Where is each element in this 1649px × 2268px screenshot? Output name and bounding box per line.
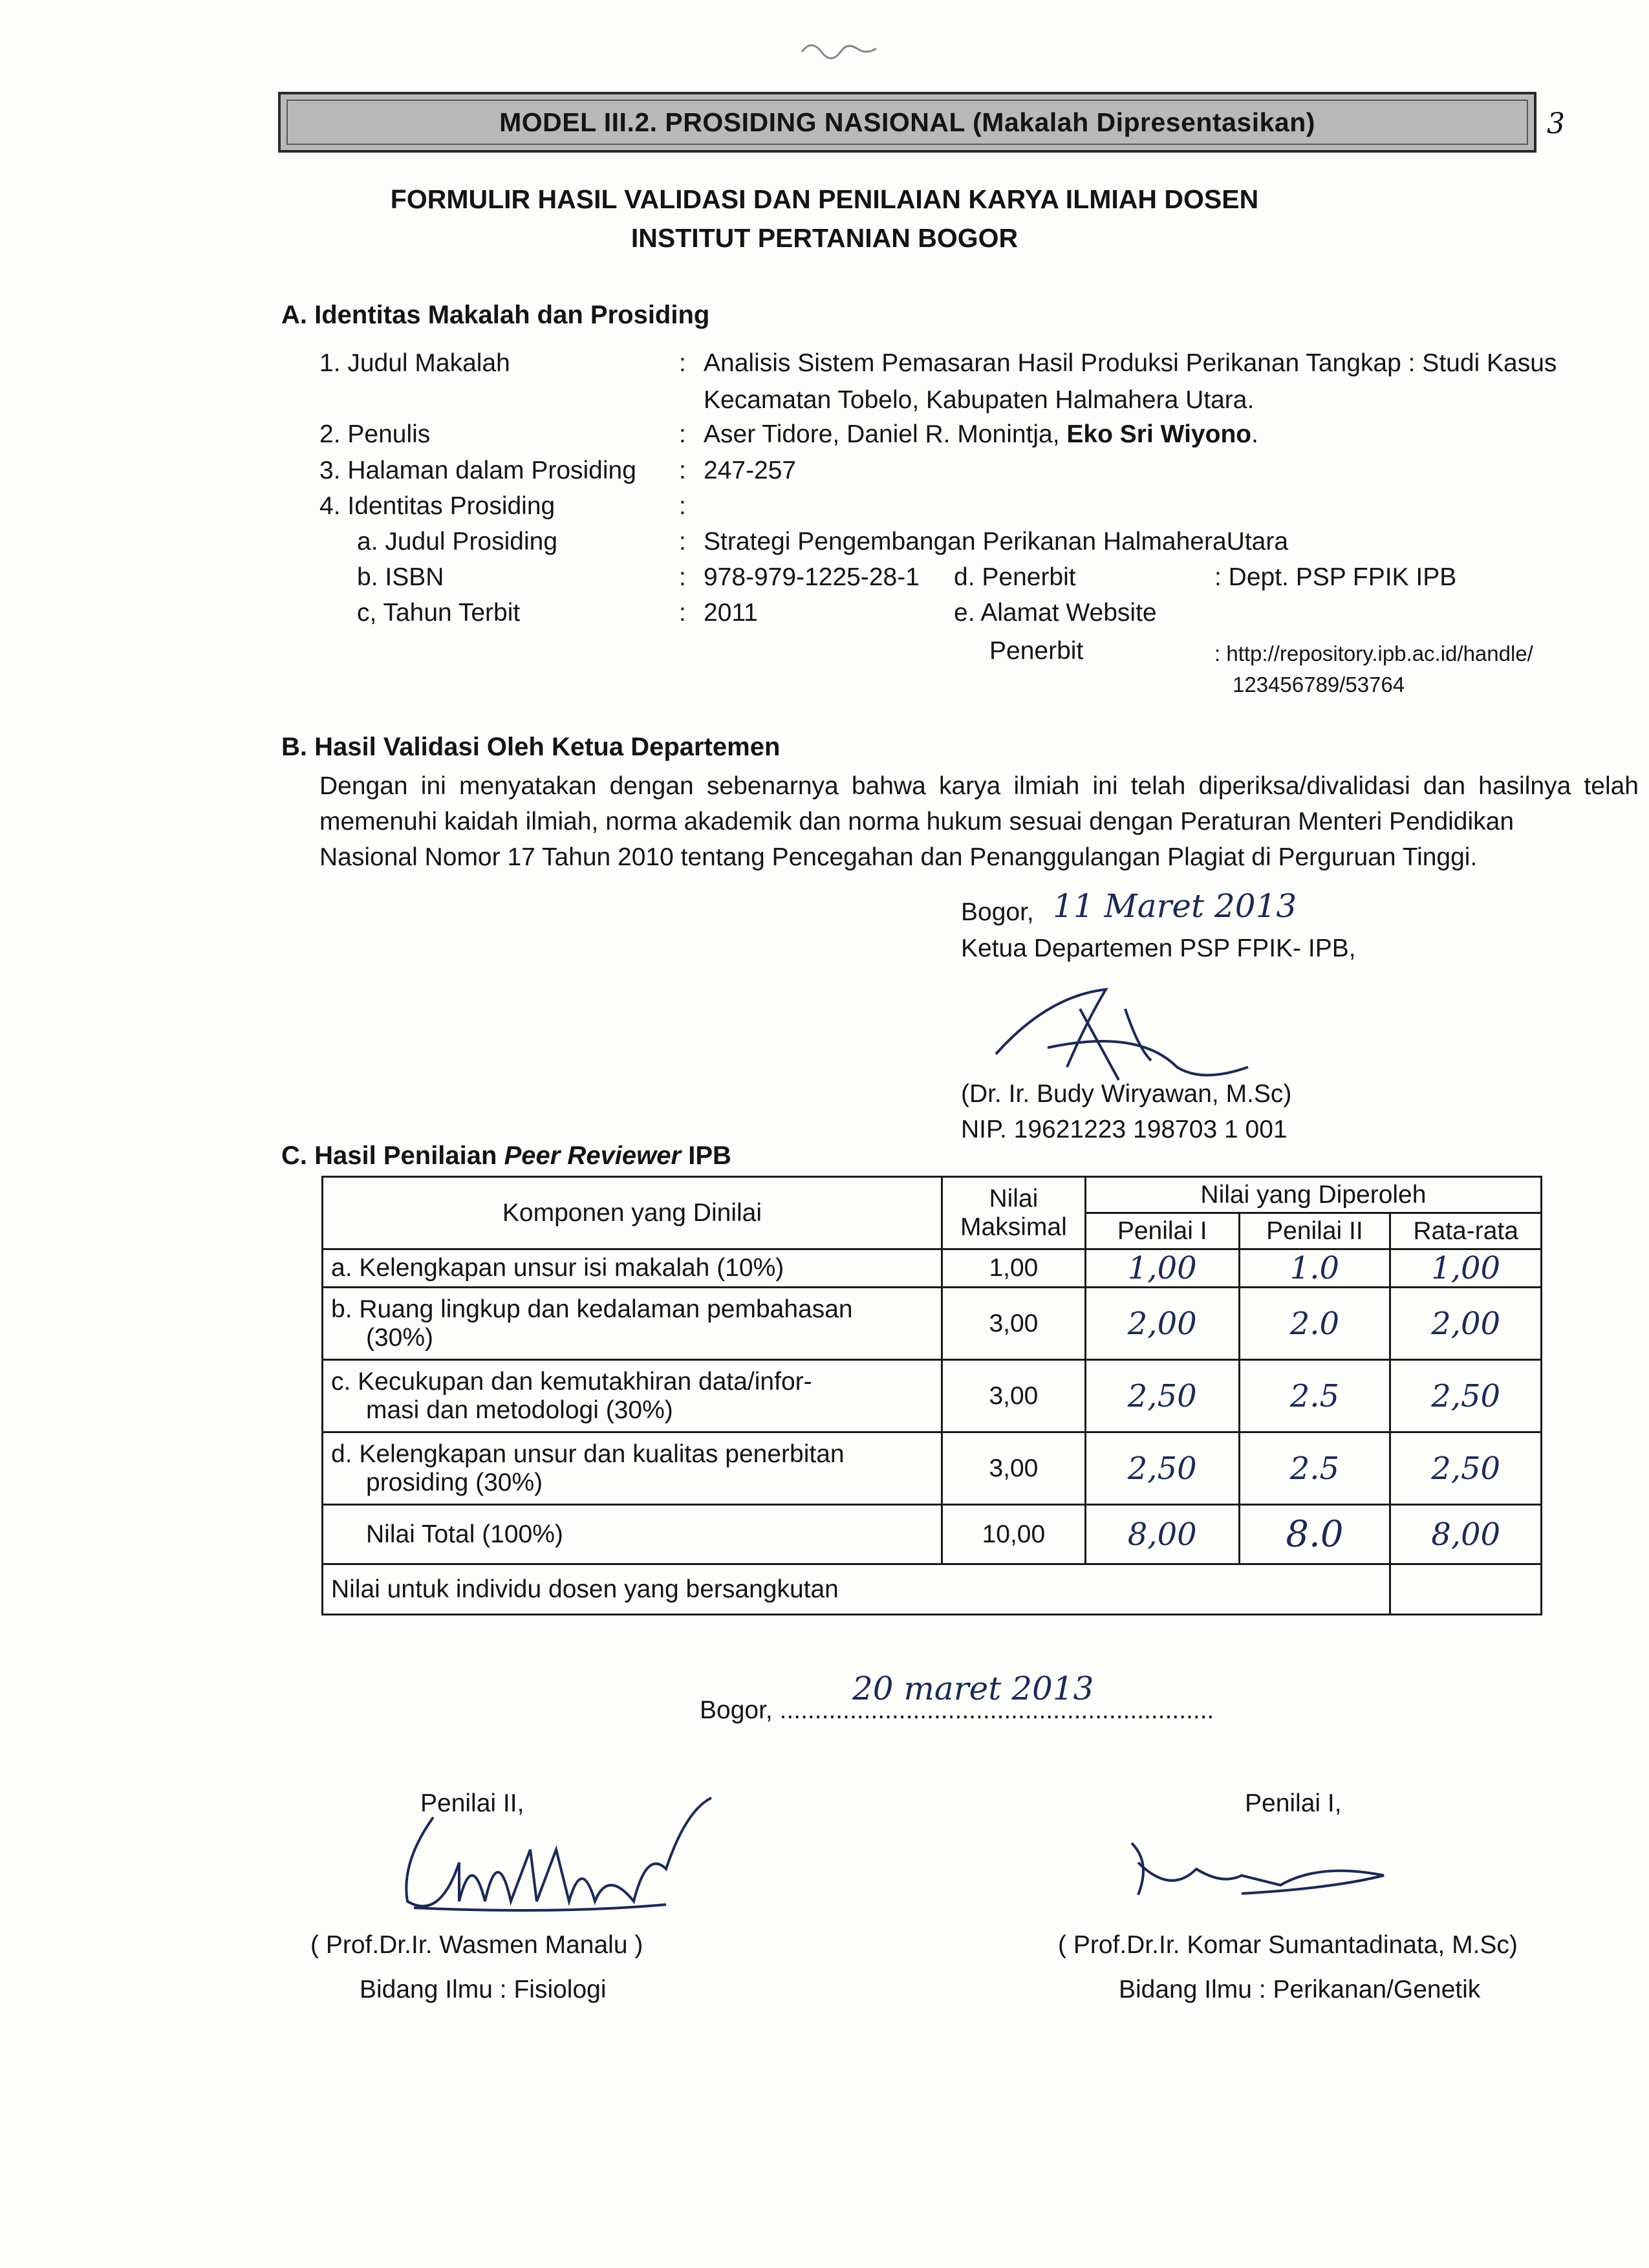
section-a-heading: A. Identitas Makalah dan Prosiding — [281, 301, 710, 329]
section-c-heading-post: IPB — [681, 1141, 731, 1170]
penulis-value — [704, 417, 1258, 452]
row-average-score: 8,00 — [1390, 1505, 1542, 1564]
colon: : — [679, 528, 686, 556]
row-reviewer-1-score: 2,00 — [1085, 1288, 1239, 1360]
header-average: Rata-rata — [1390, 1213, 1542, 1249]
alamat-website-label-2: Penerbit — [989, 637, 1084, 665]
website-url-line-1: : http://repository.ipb.ac.id/handle/ — [1214, 642, 1533, 665]
row-average-score: 2,50 — [1390, 1360, 1542, 1432]
header-max-value — [942, 1177, 1085, 1249]
row-reviewer-2-score: 2.5 — [1239, 1432, 1390, 1505]
validation-place: Bogor, — [961, 898, 1034, 926]
row-max: 3,00 — [942, 1360, 1085, 1432]
section-c-heading-italic: Peer Reviewer — [504, 1141, 682, 1170]
section-c-heading-pre: C. Hasil Penilaian — [281, 1141, 504, 1170]
colon: : — [679, 492, 686, 520]
header-reviewer-1: Penilai I — [1085, 1213, 1239, 1249]
corner-page-mark: 3 — [1547, 107, 1565, 140]
reviewer-2-name: ( Prof.Dr.Ir. Wasmen Manalu ) — [310, 1931, 643, 1959]
row-max: 3,00 — [942, 1432, 1085, 1505]
validation-paragraph-body: Dengan ini menyatakan dengan sebenarnya bahwa karya ilmiah ini telah diperiksa/divalidasi dan hasilnya telah memenuhi kaidah ilmiah, norma akademik dan norma hukum sesuai dengan Peraturan Menteri Pendidikan — [319, 772, 1639, 836]
colon: : — [679, 349, 686, 377]
isbn-label: b. ISBN — [357, 563, 444, 591]
row-max: 10,00 — [942, 1505, 1085, 1564]
reviewer-1-name: ( Prof.Dr.Ir. Komar Sumantadinata, M.Sc) — [1058, 1931, 1518, 1959]
head-of-department-name: (Dr. Ir. Budy Wiryawan, M.Sc) — [961, 1080, 1292, 1108]
judul-makalah-value-line-1: Analisis Sistem Pemasaran Hasil Produksi Perikanan Tangkap : Studi Kasus — [704, 349, 1557, 377]
row-label-line-1: c. Kecukupan dan kemutakhiran data/infor- — [331, 1367, 812, 1396]
row-reviewer-1-score: 1,00 — [1085, 1249, 1239, 1288]
row-reviewer-1-score: 8,00 — [1085, 1505, 1239, 1564]
judul-makalah-value-line-2: Kecamatan Tobelo, Kabupaten Halmahera Utara. — [704, 386, 1255, 414]
header-obtained: Nilai yang Diperoleh — [1085, 1177, 1541, 1213]
alamat-website-label: e. Alamat Website — [954, 599, 1157, 627]
section-c-heading — [281, 1141, 731, 1171]
row-label-line-1: b. Ruang lingkup dan kedalaman pembahasan — [331, 1295, 853, 1323]
grading-table — [321, 1176, 1542, 1615]
row-reviewer-2-score: 2.0 — [1239, 1288, 1390, 1360]
row-label-line-1: a. Kelengkapan unsur isi makalah (10%) — [331, 1254, 784, 1282]
signature-date-dots: .............................................................. — [779, 1696, 1214, 1724]
row-average-score: 1,00 — [1390, 1249, 1542, 1288]
halaman-value: 247-257 — [704, 457, 797, 484]
row-reviewer-1-score: 2,50 — [1085, 1432, 1239, 1505]
penulis-names: Aser Tidore, Daniel R. Monintja, — [704, 420, 1067, 448]
reviewer-1-title: Penilai I, — [1245, 1789, 1342, 1817]
reviewer-2-field: Bidang Ilmu : Fisiologi — [360, 1976, 607, 2003]
tahun-terbit-value: 2011 — [704, 599, 758, 627]
row-reviewer-2-score: 1.0 — [1239, 1249, 1390, 1288]
colon: : — [679, 420, 686, 448]
row-max: 1,00 — [942, 1249, 1085, 1288]
header-reviewer-2: Penilai II — [1239, 1213, 1390, 1249]
penulis-end: . — [1251, 420, 1258, 448]
row-reviewer-2-score: 8.0 — [1239, 1505, 1390, 1564]
row-label: Nilai Total (100%) — [323, 1505, 942, 1564]
header-max-line-2: Maksimal — [960, 1213, 1067, 1241]
judul-prosiding-label: a. Judul Prosiding — [357, 528, 558, 556]
signature-place: Bogor, — [700, 1696, 780, 1724]
row-label — [323, 1432, 942, 1505]
table-row-individual — [323, 1564, 1542, 1615]
table-row — [323, 1249, 1542, 1288]
colon: : — [679, 563, 686, 591]
row-label — [323, 1288, 942, 1360]
header-component: Komponen yang Dinilai — [323, 1177, 942, 1249]
reviewer-1-signature-icon — [1112, 1824, 1390, 1927]
table-row — [323, 1432, 1542, 1505]
section-b-heading: B. Hasil Validasi Oleh Ketua Departemen — [281, 733, 781, 761]
header-banner-text: MODEL III.2. PROSIDING NASIONAL (Makalah Dipresentasikan) — [286, 100, 1528, 145]
row-label-line-1: d. Kelengkapan unsur dan kualitas penerbitan — [331, 1440, 845, 1468]
penulis-label: 2. Penulis — [319, 420, 431, 448]
form-title-line-2: INSTITUT PERTANIAN BOGOR — [630, 223, 1018, 253]
table-row — [323, 1360, 1542, 1432]
penerbit-label: d. Penerbit — [954, 563, 1076, 591]
halaman-label: 3. Halaman dalam Prosiding — [319, 457, 636, 484]
row-label-line-2: prosiding (30%) — [366, 1468, 543, 1496]
reviewer-2-signature-icon — [362, 1772, 750, 1927]
website-url-line-2: 123456789/53764 — [1233, 673, 1405, 697]
row-reviewer-2-score: 2.5 — [1239, 1360, 1390, 1432]
reviewer-1-field: Bidang Ilmu : Perikanan/Genetik — [1119, 1976, 1481, 2003]
signature-date-handwritten: 20 maret 2013 — [852, 1670, 1094, 1707]
judul-makalah-label: 1. Judul Makalah — [319, 349, 510, 377]
top-scribble-mark — [795, 29, 899, 68]
row-label-line-2: (30%) — [366, 1323, 434, 1352]
reviewer-2-title: Penilai II, — [420, 1789, 524, 1817]
validation-date-handwritten: 11 Maret 2013 — [1053, 887, 1297, 925]
row-average-score: 2,00 — [1390, 1288, 1542, 1360]
individual-score-label: Nilai untuk individu dosen yang bersangkutan — [323, 1564, 1390, 1615]
validation-paragraph — [319, 768, 1639, 875]
header-max-line-1: Nilai — [989, 1184, 1039, 1213]
header-banner — [278, 92, 1536, 153]
table-row — [323, 1288, 1542, 1360]
penulis-highlighted-name: Eko Sri Wiyono — [1066, 420, 1252, 448]
colon: : — [679, 457, 686, 484]
row-label — [323, 1360, 942, 1432]
row-average-score: 2,50 — [1390, 1432, 1542, 1505]
row-label — [323, 1249, 942, 1288]
row-label-line-2: masi dan metodologi (30%) — [366, 1396, 673, 1424]
row-reviewer-1-score: 2,50 — [1085, 1360, 1239, 1432]
isbn-value: 978-979-1225-28-1 — [704, 563, 920, 591]
head-of-department-nip: NIP. 19621223 198703 1 001 — [961, 1116, 1288, 1143]
table-row-total — [323, 1505, 1542, 1564]
judul-prosiding-value: Strategi Pengembangan Perikanan HalmaheraUtara — [704, 528, 1289, 556]
colon: : — [679, 599, 686, 627]
row-max: 3,00 — [942, 1288, 1085, 1360]
validation-paragraph-last-line: Nasional Nomor 17 Tahun 2010 tentang Pencegahan dan Penanggulangan Plagiat di Perguruan Tinggi. — [319, 843, 1478, 871]
form-title-line-1: FORMULIR HASIL VALIDASI DAN PENILAIAN KARYA ILMIAH DOSEN — [390, 184, 1259, 214]
identitas-prosiding-label: 4. Identitas Prosiding — [319, 492, 555, 520]
tahun-terbit-label: c, Tahun Terbit — [357, 599, 521, 627]
head-of-department-role: Ketua Departemen PSP FPIK- IPB, — [961, 934, 1356, 962]
penerbit-value: : Dept. PSP FPIK IPB — [1214, 563, 1457, 591]
individual-score-value — [1390, 1564, 1542, 1615]
